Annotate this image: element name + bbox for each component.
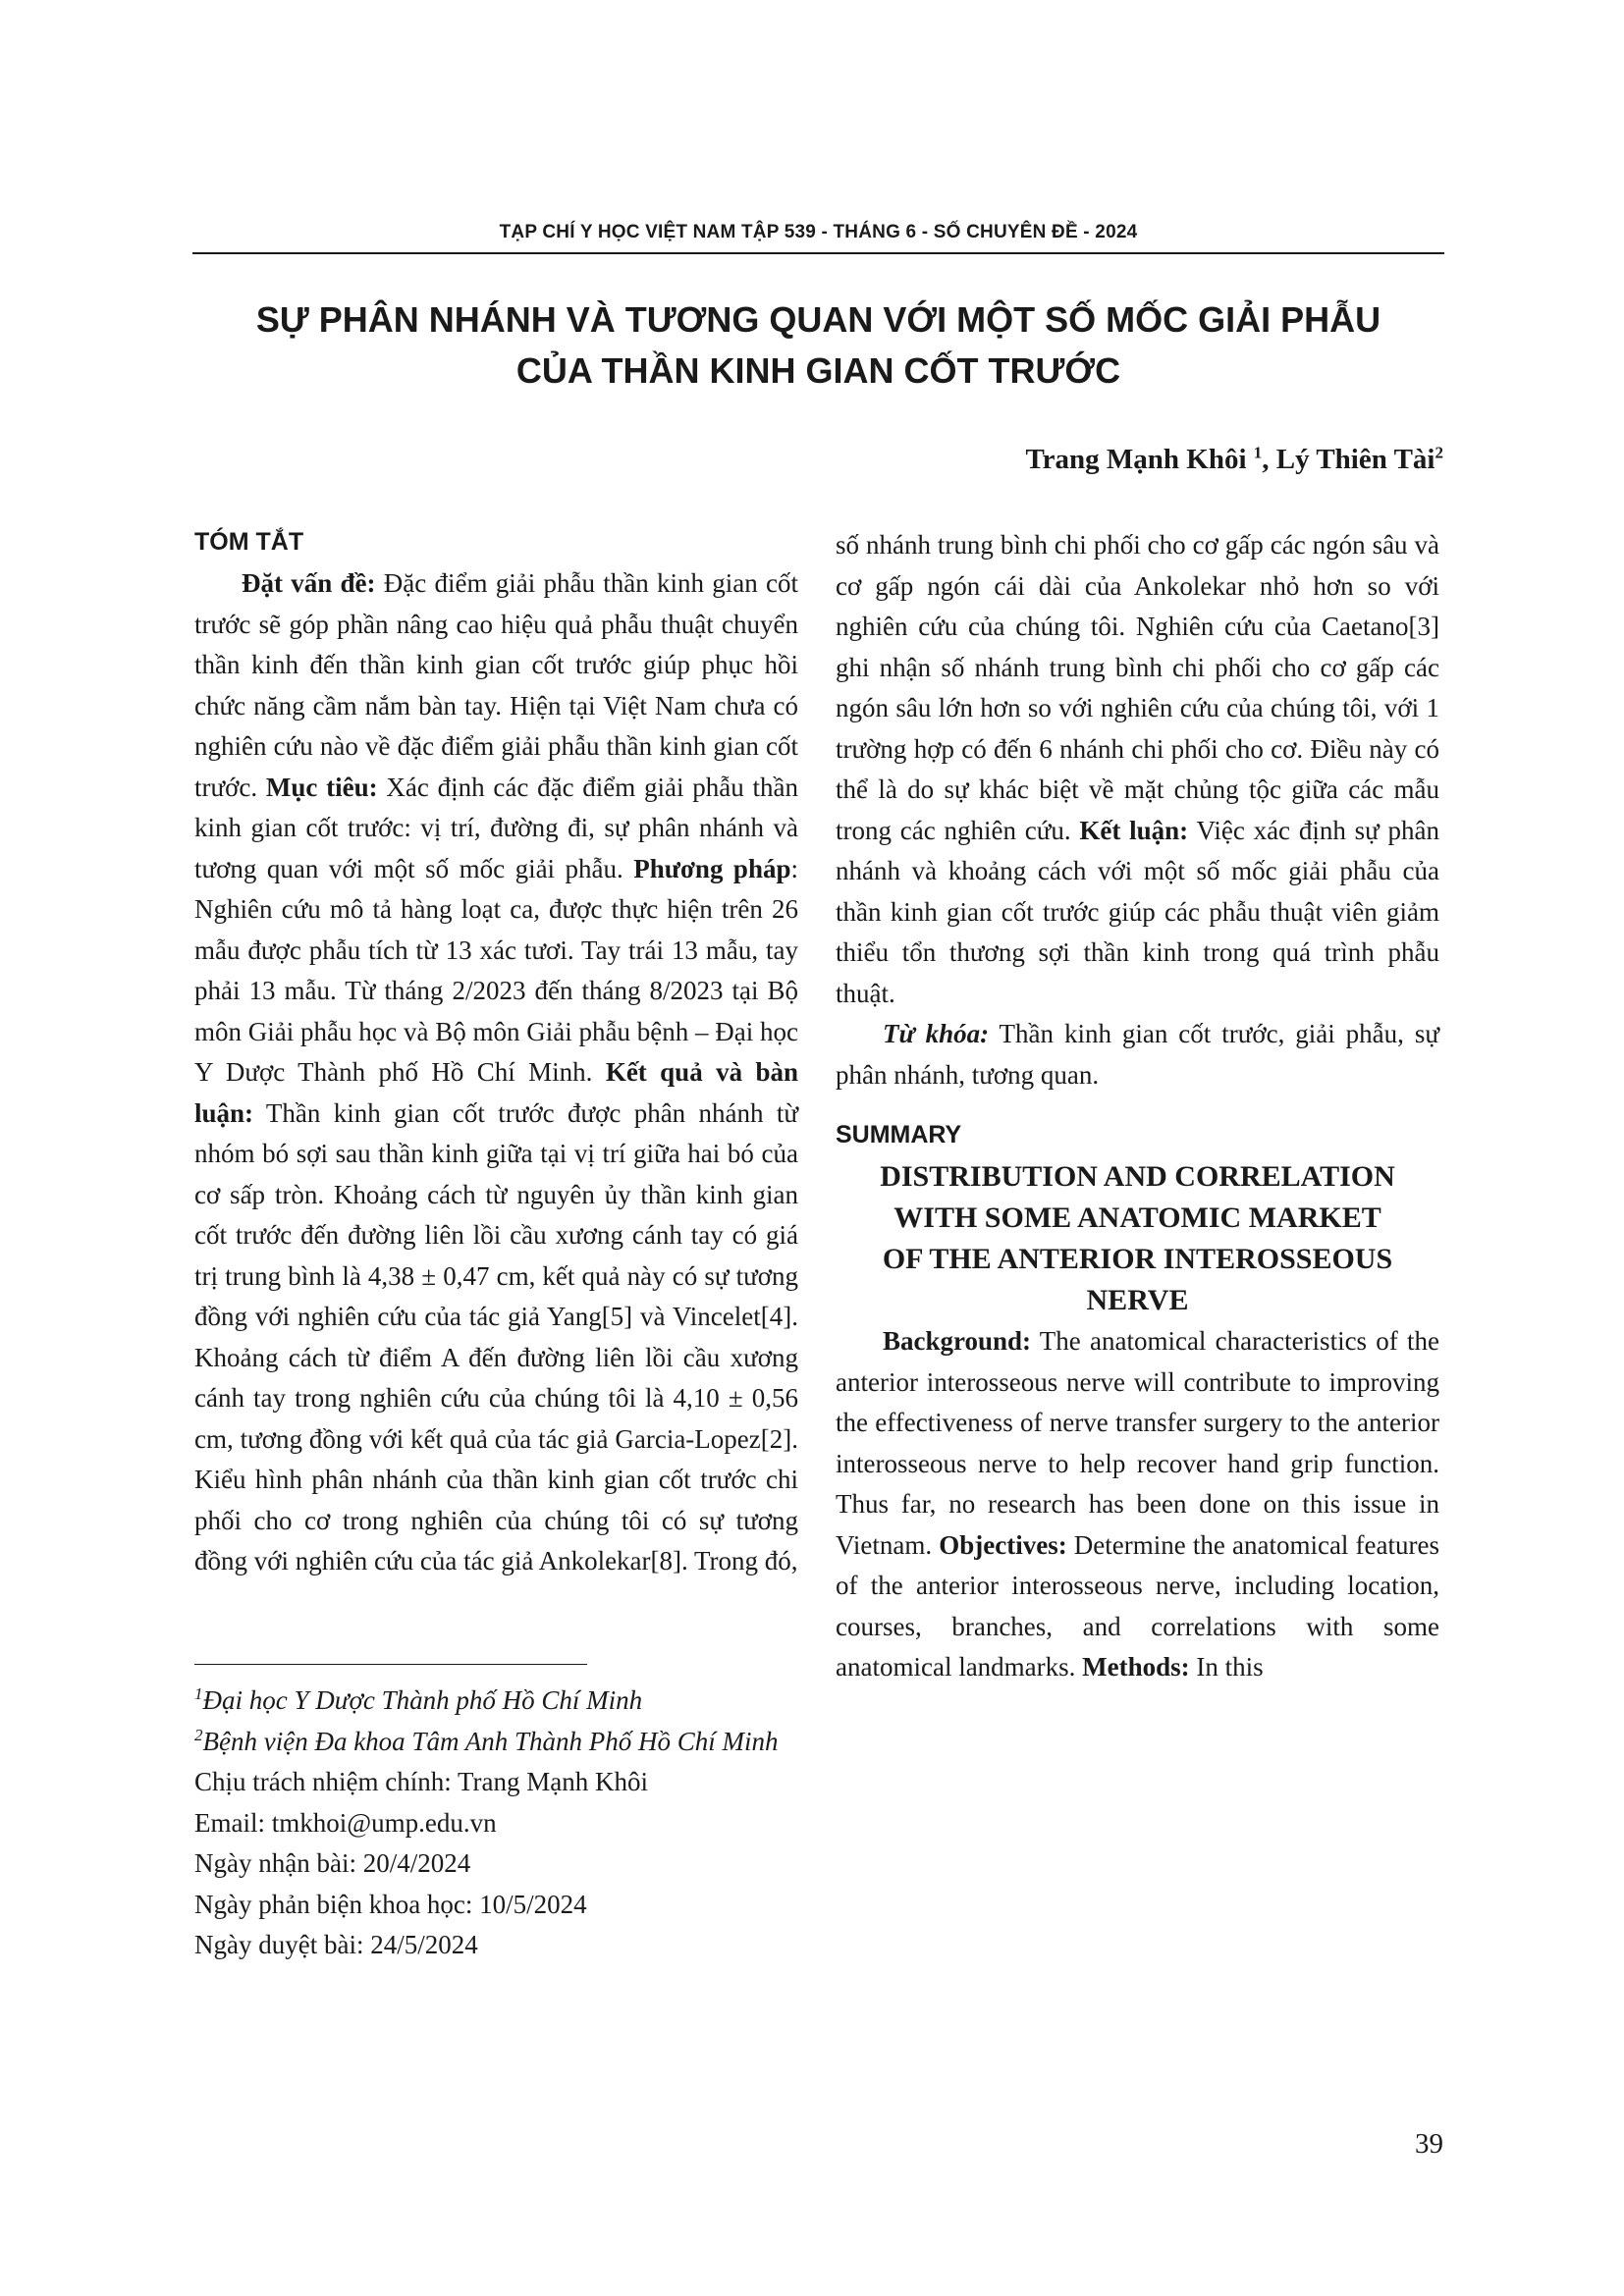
date-accepted: Ngày duyệt bài: 24/5/2024 — [194, 1930, 478, 1959]
summary-paragraph — [836, 1321, 1439, 1688]
label-keywords-vi: Từ khóa: — [883, 1019, 990, 1048]
label-background-vi: Đặt vấn đề: — [242, 568, 376, 598]
english-title-line-3: OF THE ANTERIOR INTEROSSEOUS — [882, 1243, 1393, 1275]
label-objectives-en: Objectives: — [939, 1529, 1067, 1560]
author-1: Trang Mạnh Khôi — [1025, 444, 1247, 475]
title-line-1: SỰ PHÂN NHÁNH VÀ TƯƠNG QUAN VỚI MỘT SỐ MỐC GIẢI PHẪU — [255, 299, 1381, 340]
title-line-2: CỦA THẦN KINH GIAN CỐT TRƯỚC — [515, 350, 1121, 391]
text-background-vi: Đặc điểm giải phẫu thần kinh gian cốt trước sẽ góp phần nâng cao hiệu quả phẫu thuật chuyển thần kinh đến thần kinh gian cốt trước giúp phục hồi chức năng cầm nắm bàn tay. Hiện tại Việt Nam chưa có nghiên cứu nào về đặc điểm giải phẫu thần kinh gian cốt trước. — [194, 568, 799, 802]
author-list — [1025, 444, 1443, 476]
text-method-vi: : Nghiên cứu mô tả hàng loạt ca, được thực hiện trên 26 mẫu được phẫu tích từ 13 xác tươi. Tay trái 13 mẫu, tay phải 13 mẫu. Từ tháng 2/2023 đến tháng 8/2023 tại Bộ môn Giải phẫu học và Bộ môn Giải phẫu bệnh – Đại học Y Dược Thành phố Hồ Chí Minh. — [194, 853, 798, 1087]
author-1-affiliation: 1 — [1253, 443, 1263, 462]
affiliation-1: $^1$Đại học Y Dược Thành phố Hồ Chí Minh — [194, 1684, 643, 1715]
english-title-line-2: WITH SOME ANATOMIC MARKET — [893, 1201, 1381, 1234]
summary-heading: SUMMARY — [836, 1121, 962, 1148]
label-results-vi: Kết quả và bàn luận: — [194, 1057, 798, 1128]
text-objectives-en: Determine the anatomical features of the anterior interosseous nerve, including location, courses, branches, and correlations with some anatomical landmarks. — [836, 1529, 1439, 1682]
author-2-affiliation: 2 — [1435, 443, 1443, 462]
label-objective-vi: Mục tiêu: — [265, 772, 378, 802]
author-2: Lý Thiên Tài — [1275, 444, 1435, 475]
english-title-line-4: NERVE — [1086, 1284, 1189, 1316]
right-column — [836, 525, 1439, 1688]
article-title — [192, 294, 1444, 397]
date-received: Ngày nhận bài: 20/4/2024 — [194, 1848, 471, 1878]
text-methods-en: In this — [1189, 1652, 1264, 1682]
footnote-divider — [194, 1664, 587, 1665]
author-separator: , — [1262, 444, 1276, 475]
affiliation-2: $^2$Bệnh viện Đa khoa Tâm Anh Thành Phố Hồ Chí Minh — [194, 1725, 779, 1756]
text-results-vi: Thần kinh gian cốt trước được phân nhánh từ nhóm bó sợi sau thần kinh giữa tại vị trí giữa hai bó của cơ sấp tròn. Khoảng cách từ nguyên ủy thần kinh gian cốt trước đến đường liên lồi cầu xương cánh tay có giá trị trung bình là 4,38 ± 0,47 cm, kết quả này có sự tương đồng với nghiên cứu của tác giả Yang[5] và Vincelet[4]. Khoảng cách từ điểm A đến đường liên lồi cầu xương cánh tay trong nghiên cứu của chúng tôi là 4,10 ± 0,56 cm, tương đồng với kết quả của tác giả Garcia-Lopez[2]. Kiểu hình phân nhánh của thần kinh gian cốt trước chi phối cho cơ trong nghiên của chúng tôi có sự tương đồng với nghiên cứu của tác giả Ankolekar[8]. Trong đó, — [194, 1097, 798, 1575]
text-background-en: The anatomical characteristics of the anterior interosseous nerve will contribute to improving the effectiveness of nerve transfer surgery to the anterior interosseous nerve to help recover hand grip function. Thus far, no research has been done on this issue in Vietnam. — [836, 1326, 1439, 1560]
label-methods-en: Methods: — [1082, 1652, 1190, 1682]
date-reviewed: Ngày phản biện khoa học: 10/5/2024 — [194, 1889, 587, 1919]
label-background-en: Background: — [883, 1326, 1032, 1356]
text-objective-vi: Xác định các đặc điểm giải phẫu thần kinh gian cốt trước: vị trí, đường đi, sự phân nhánh và tương quan với một số mốc giải phẫu. — [194, 772, 799, 883]
journal-header: TẠP CHÍ Y HỌC VIỆT NAM TẬP 539 - THÁNG 6 - SỐ CHUYÊN ĐỀ - 2024 — [192, 222, 1444, 254]
english-title-line-1: DISTRIBUTION AND CORRELATION — [880, 1160, 1395, 1193]
corresponding-author: Chịu trách nhiệm chính: Trang Mạnh Khôi — [194, 1767, 648, 1796]
text-keywords-vi: Thần kinh gian cốt trước, giải phẫu, sự phân nhánh, tương quan. — [836, 1019, 1439, 1090]
label-method-vi: Phương pháp — [633, 853, 791, 883]
keywords-paragraph — [836, 1014, 1439, 1095]
footnotes — [194, 1681, 798, 1966]
page-number: 39 — [1415, 2128, 1443, 2160]
abstract-heading: TÓM TẮT — [194, 528, 304, 556]
email: Email: tmkhoi@ump.edu.vn — [194, 1807, 497, 1838]
abstract-paragraph-continued: số nhánh trung bình chi phối cho cơ gấp các ngón sâu và cơ gấp ngón cái dài của Ankolekar nhỏ hơn so với nghiên cứu của chúng tôi. Nghiên cứu của Caetano[3] ghi nhận số nhánh trung bình chi phối cho cơ gấp các ngón sâu lớn hơn so với nghiên cứu của chúng tôi, với 1 trường hợp có đến 6 nhánh chi phối cho cơ. Điều này có thể là do sự khác biệt về mặt chủng tộc giữa các mẫu trong các nghiên cứu. Kết luận: Việc xác định sự phân nhánh và khoảng cách với một số mốc giải phẫu của thần kinh gian cốt trước giúp các phẫu thuật viên giảm thiểu tổn thương sợi thần kinh trong quá trình phẫu thuật. — [836, 530, 1439, 1008]
abstract-paragraph — [194, 563, 798, 1582]
left-column — [194, 520, 798, 1582]
